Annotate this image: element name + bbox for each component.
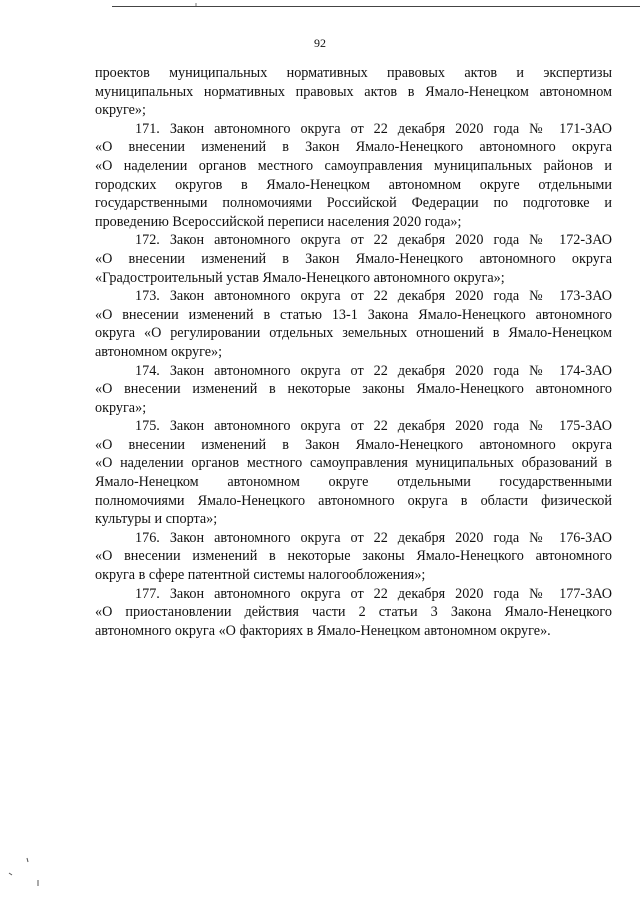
- text-line: муниципальных нормативных правовых актов в Ямало-Ненецком автономном: [95, 83, 612, 100]
- text-line: «О внесении изменений в Закон Ямало-Ненецкого автономного округа: [95, 436, 612, 453]
- text-line: округе»;: [95, 102, 146, 119]
- text-line: полномочиями Ямало-Ненецкого автономного округа в области физической: [95, 492, 612, 509]
- text-line: округа «О регулировании отдельных земельных отношений в Ямало-Ненецком: [95, 325, 612, 342]
- text-line: 174. Закон автономного округа от 22 декабря 2020 года № 174-ЗАО: [135, 362, 612, 379]
- text-line: округа в сфере патентной системы налогообложения»;: [95, 567, 426, 584]
- list-item-173: [95, 287, 612, 361]
- scan-speck: [9, 873, 12, 875]
- document-body: [95, 64, 612, 640]
- text-line: 172. Закон автономного округа от 22 декабря 2020 года № 172-ЗАО: [135, 232, 612, 249]
- text-line: автономного округа «О факториях в Ямало-Ненецком автономном округе».: [95, 622, 551, 639]
- text-line: «О внесении изменений в некоторые законы Ямало-Ненецкого автономного: [95, 548, 612, 565]
- text-line: «О внесении изменений в некоторые законы Ямало-Ненецкого автономного: [95, 381, 612, 398]
- text-line: 175. Закон автономного округа от 22 декабря 2020 года № 175-ЗАО: [135, 418, 612, 435]
- text-line: проведению Всероссийской переписи населения 2020 года»;: [95, 213, 462, 230]
- text-line: «Градостроительный устав Ямало-Ненецкого автономного округа»;: [95, 269, 505, 286]
- text-line: городских округов в Ямало-Ненецком автономном округе отдельными: [95, 176, 612, 193]
- text-line: 173. Закон автономного округа от 22 декабря 2020 года № 173-ЗАО: [135, 288, 612, 305]
- list-item-176: [95, 529, 612, 585]
- text-line: государственными полномочиями Российской Федерации по подготовке и: [95, 195, 612, 212]
- text-line: 171. Закон автономного округа от 22 декабря 2020 года № 171-ЗАО: [135, 120, 612, 137]
- list-item-177: [95, 585, 612, 641]
- text-line: «О внесении изменений в Закон Ямало-Ненецкого автономного округа: [95, 139, 612, 156]
- list-item-174: [95, 362, 612, 418]
- text-line: 176. Закон автономного округа от 22 декабря 2020 года № 176-ЗАО: [135, 529, 612, 546]
- list-item-172: [95, 231, 612, 287]
- paragraph-continuation: [95, 64, 612, 120]
- top-rule: [112, 6, 640, 7]
- list-item-171: [95, 120, 612, 232]
- scan-speck: [27, 858, 28, 862]
- text-line: культуры и спорта»;: [95, 511, 218, 528]
- page-number: 92: [314, 36, 326, 50]
- text-line: «О наделении органов местного самоуправления муниципальных районов и: [95, 157, 612, 174]
- text-line: Ямало-Ненецком автономном округе отдельными государственными: [95, 474, 612, 491]
- text-line: «О внесении изменений в статью 13-1 Закона Ямало-Ненецкого автономного: [95, 306, 612, 323]
- text-line: округа»;: [95, 399, 147, 416]
- text-line: «О наделении органов местного самоуправления муниципальных образований в: [95, 455, 612, 472]
- text-line: «О приостановлении действия части 2 статьи 3 Закона Ямало-Ненецкого: [95, 604, 612, 621]
- text-line: 177. Закон автономного округа от 22 декабря 2020 года № 177-ЗАО: [135, 585, 612, 602]
- text-line: проектов муниципальных нормативных правовых актов и экспертизы: [95, 65, 612, 81]
- text-line: «О внесении изменений в Закон Ямало-Ненецкого автономного округа: [95, 250, 612, 267]
- list-item-175: [95, 417, 612, 529]
- text-line: автономном округе»;: [95, 343, 223, 360]
